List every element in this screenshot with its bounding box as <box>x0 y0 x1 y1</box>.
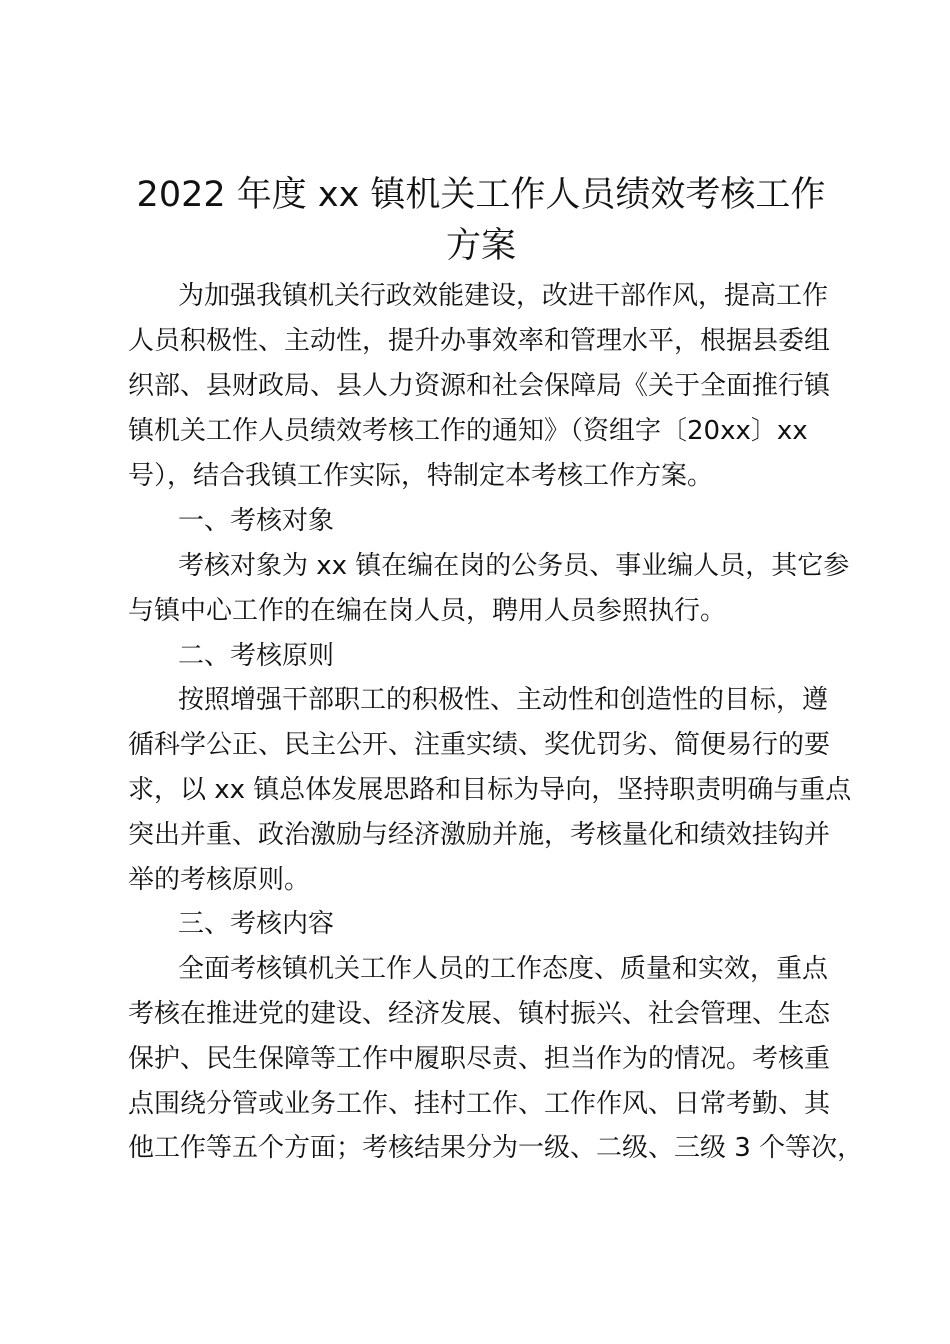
paragraph-line: 为加强我镇机关行政效能建设，改进干部作风，提高工作 <box>178 281 829 311</box>
paragraph-line: 按照增强干部职工的积极性、主动性和创造性的目标，遵 <box>178 685 829 715</box>
paragraph-line: 他工作等五个方面；考核结果分为一级、二级、三级 3 个等次， <box>128 1133 864 1163</box>
paragraph-line: 循科学公正、民主公开、注重实绩、奖优罚劣、简便易行的要 <box>128 730 831 760</box>
paragraph-line: 举的考核原则。 <box>128 865 311 895</box>
paragraph-line: 镇机关工作人员绩效考核工作的通知》（资组字〔20xx〕xx <box>128 416 808 446</box>
paragraph-line: 考核对象为 xx 镇在编在岗的公务员、事业编人员，其它参 <box>178 551 850 581</box>
paragraph-line: 全面考核镇机关工作人员的工作态度、质量和实效，重点 <box>178 954 829 984</box>
paragraph-line: 点围绕分管或业务工作、挂村工作、工作作风、日常考勤、其 <box>128 1089 831 1119</box>
section-heading-2: 二、考核原则 <box>178 641 335 671</box>
document-title-line-2: 方案 <box>445 226 516 266</box>
paragraph-line: 与镇中心工作的在编在岗人员，聘用人员参照执行。 <box>128 596 727 626</box>
paragraph-line: 织部、县财政局、县人力资源和社会保障局《关于全面推行镇 <box>128 371 831 401</box>
document-title-line-1: 2022 年度 xx 镇机关工作人员绩效考核工作 <box>136 175 826 215</box>
paragraph-line: 号），结合我镇工作实际，特制定本考核工作方案。 <box>128 461 714 491</box>
paragraph-line: 保护、民生保障等工作中履职尽责、担当作为的情况。考核重 <box>128 1044 831 1074</box>
paragraph-line: 突出并重、政治激励与经济激励并施，考核量化和绩效挂钩并 <box>128 820 831 850</box>
paragraph-line: 考核在推进党的建设、经济发展、镇村振兴、社会管理、生态 <box>128 999 831 1029</box>
paragraph-line: 求，以 xx 镇总体发展思路和目标为导向，坚持职责明确与重点 <box>128 775 852 805</box>
paragraph-line: 人员积极性、主动性，提升办事效率和管理水平，根据县委组 <box>128 326 831 356</box>
section-heading-1: 一、考核对象 <box>178 506 335 536</box>
section-heading-3: 三、考核内容 <box>178 909 335 939</box>
